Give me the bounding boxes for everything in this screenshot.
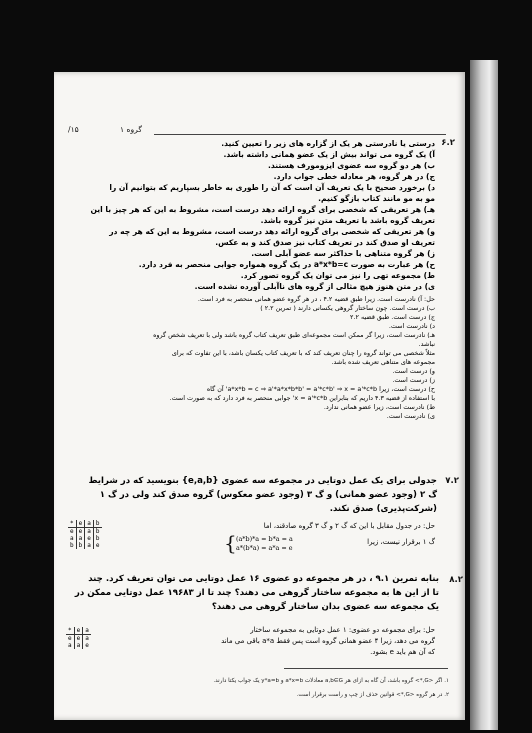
statement-line: یک مجموعه سه عضوی بدان ساختار گروهی می دهند؟ <box>211 602 439 612</box>
table-header-cell: a <box>83 627 91 635</box>
statement-line: ب) هر دو گروه سه عضوی ایزومورف هستند. <box>267 161 435 170</box>
table-cell: a <box>76 535 85 542</box>
table-cell: a <box>83 635 91 643</box>
book-page <box>54 72 465 720</box>
table-cell: e <box>83 642 91 649</box>
table-cell: e <box>74 635 83 643</box>
statement-line: د) برخورد صحیح با یک تعریف آن است که آن را طوری به خاطر بسپاریم که بتوانیم آن را <box>109 183 435 192</box>
solution-line: ز) درست است. <box>392 376 435 384</box>
exercise-7-cayley-table <box>68 520 102 549</box>
table-cell: e <box>85 535 94 542</box>
solution-line: ج) درست است. طبق قضیه ۲.۲ <box>350 313 435 321</box>
footnotes <box>69 677 449 699</box>
solution-line: گ ۱ برقرار نیست، زیرا <box>367 538 435 546</box>
statement-line: گ ۲ (وجود عضو همانی) و گ ۳ (وجود عضو معکوس) گروه صدق کند ولی در گ ۱ <box>99 490 437 500</box>
statement-line: ج) در هر گروه، هر معادله خطی جواب دارد. <box>273 172 435 181</box>
table-cell: b <box>76 542 85 549</box>
solution-line: گروه می دهد، زیرا ۴ عضو همانی گروه است پس فقط a*a باقی می ماند <box>221 637 435 645</box>
table-header-cell: * <box>68 520 76 528</box>
table-cell: a <box>85 528 94 536</box>
statement-line: (شرکت‌پذیری) صدق نکند. <box>329 504 437 514</box>
statement-line: ح) هر عبارت به صورت a*x*b=c در یک گروه همواره جوابی منحصر به فرد دارد. <box>138 260 435 269</box>
solution-line: حل: در جدول مقابل با این که گ ۲ و گ ۳ گروه صادقند، اما <box>263 522 435 530</box>
table-cell: e <box>93 542 101 549</box>
table-cell: b <box>93 535 101 542</box>
statement-line: بنابه تمرین ۹.۱ ، در هر مجموعه دو عضوی ۱۶ عمل دوتایی می توان تعریف کرد. چند <box>88 574 439 584</box>
footnote-line: ۱. اگر <G,*> گروه باشد، آن گاه به ازای هر a,b∈G معادلات a*x=b و y*a=b یک جواب یکتا دارند. <box>213 678 449 684</box>
solution-line: که آن هم باید e بشود. <box>370 648 435 656</box>
exercise-6-statements <box>75 138 435 292</box>
table-cell: a <box>85 542 94 549</box>
table-header-cell: e <box>76 520 85 528</box>
page-header-title: گروه ۱ <box>120 125 142 134</box>
exercise-7-equations <box>236 535 293 553</box>
solution-line: ی) نادرست است. <box>386 412 435 420</box>
table-cell: a <box>74 642 83 649</box>
statement-line: ی) در متن هنوز هیچ مثالی از گروه های ناآبلی آورده نشده است. <box>194 282 435 291</box>
footnote-line: ۲. در هر گروه <G,*> قوانین حذف از چپ و راست برقرار است. <box>296 692 449 698</box>
equation-brace: { <box>224 531 237 555</box>
table-header-cell: b <box>93 520 101 528</box>
footnote-rule <box>284 668 448 669</box>
solution-line: ط) نادرست است، زیرا عضو همانی ندارد. <box>323 403 435 411</box>
solution-line: حل: آ) نادرست است. زیرا طبق قضیه ۴.۲ ، در هر گروه عضو همانی منحصر به فرد است. <box>197 295 435 303</box>
statement-line: آ) یک گروه می تواند بیش از یک عضو همانی داشته باشد. <box>223 150 435 159</box>
statement-line: جدولی برای یک عمل دوتایی در مجموعه سه عضوی {e,a,b} بنویسید که در شرایط <box>88 476 437 486</box>
statement-line: و) هر تعریفی که شخصی برای گروه ارائه دهد درست است، مشروط به این که هر چه در <box>109 227 435 236</box>
exercise-8-number: ۸.۲ <box>449 575 463 585</box>
exercise-8-cayley-table <box>66 627 91 649</box>
table-cell: b <box>93 528 101 536</box>
table-header-cell: * <box>66 627 74 635</box>
statement-line: هـ) هر تعریفی که شخصی برای گروه ارائه دهد درست است، مشروط به این که هر چیز با این <box>90 205 435 214</box>
table-header-cell: e <box>74 627 83 635</box>
exercise-8-statement <box>71 572 439 614</box>
table-cell: e <box>68 528 76 536</box>
statement-line: ز) هر گروه متناهی با حداکثر سه عضو آبلی است. <box>251 249 435 258</box>
statement-line: تا از این ها به مجموعه ساختار گروهی می دهند؟ چند تا از ۱۹۶۸۳ عمل دوتایی ممکن در <box>74 588 439 598</box>
equation-line: a*(b*a) = a*a = e <box>236 544 293 552</box>
equation-line: (a*b)*a = b*a = a <box>236 535 293 543</box>
exercise-6-solution <box>75 295 435 421</box>
exercise-8-solution <box>135 625 435 658</box>
solution-line: حل: برای مجموعه دو عضوی: ۱ عمل دوتایی به مجموعه ساختار <box>250 626 435 634</box>
statement-line: مو به مو مانند کتاب بازگو کنیم. <box>318 194 435 203</box>
exercise-7-number: ۷.۲ <box>445 476 459 486</box>
statement-line: تعریف او صدق کند در تعریف کتاب نیز صدق کند و به عکس. <box>215 238 435 247</box>
page-number: ۱۵/ <box>68 125 79 134</box>
statement-line: درستی یا نادرستی هر یک از گزاره های زیر را تعیین کنید. <box>221 139 435 148</box>
statement-line: تعریف گروه باشد با تعریف متن نیز گروه باشد. <box>260 216 435 225</box>
exercise-7-solution <box>175 520 435 548</box>
table-cell: e <box>76 528 85 536</box>
table-header-cell: a <box>85 520 94 528</box>
header-rule <box>154 134 446 135</box>
solution-line: د) نادرست است. <box>388 322 435 330</box>
table-cell: e <box>66 635 74 643</box>
table-cell: a <box>66 642 74 649</box>
book-spine <box>470 60 498 730</box>
solution-line: نباشد. <box>418 340 435 348</box>
solution-line: هـ) نادرست است، زیرا گر ممکن است مجموعه‌ای طبق تعریف کتاب گروه باشد ولی با تعریف شخص گروه <box>153 331 435 339</box>
solution-line: ح) درست است، زیرا a*x*b = c ⇒ a'*a*x*b*b' = a'*c*b' ⇒ x = a'*c*b' آن گاه <box>206 385 435 393</box>
solution-line: ب) درست است. چون ساختار گروهی یکسانی دارند ( تمرین ۲.۲ ) <box>260 304 435 312</box>
exercise-7-statement <box>75 474 437 516</box>
table-cell: a <box>68 535 76 542</box>
solution-line: مثلاً شخصی می تواند گروه را چنان تعریف کند که با تعریف کتاب یکسان باشد، با این تفاوت که برای <box>171 349 435 357</box>
solution-line: و) درست است. <box>392 367 435 375</box>
exercise-6-number: ۶.۲ <box>441 138 455 148</box>
statement-line: ط) مجموعه تهی را نیز می توان یک گروه تصور کرد. <box>240 271 435 280</box>
solution-line: مجموعه های متناهی تعریف شده باشد. <box>331 358 435 366</box>
solution-line: با استفاده از قضیه ۴.۳ داریم که بنابراین x = a'*c*b' جوابی منحصر به فرد دارد که به صورت است. <box>169 394 435 402</box>
table-cell: b <box>68 542 76 549</box>
